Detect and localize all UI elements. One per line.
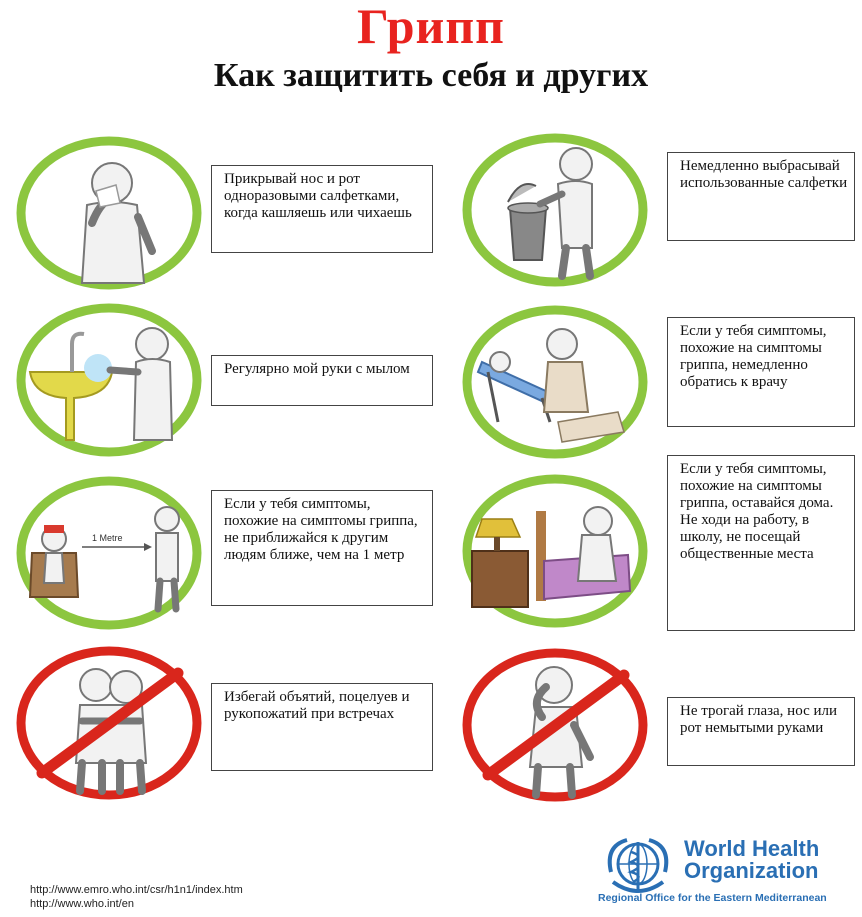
tip-text-stay-home: Если у тебя симптомы, похожие на симптомы гриппа, оставайся дома. Не ходи на работу, в школу, не посещай общественные места — [667, 455, 855, 631]
source-urls — [30, 883, 243, 911]
no-hugging-icon — [12, 643, 207, 803]
tip-text-see-doctor: Если у тебя симптомы, похожие на симптомы гриппа, немедленно обратись к врачу — [667, 317, 855, 427]
source-url-emro[interactable]: http://www.emro.who.int/csr/h1n1/index.htm — [30, 884, 243, 896]
page-title: Грипп — [357, 0, 505, 54]
tip-text-hand-washing: Регулярно мой руки с мылом — [211, 355, 433, 406]
page-subtitle: Как защитить себя и других — [213, 57, 649, 94]
hand-washing-icon — [12, 300, 207, 460]
doctor-visit-icon — [458, 302, 653, 462]
tip-text-dispose-tissues: Немедленно выбрасывай использованные салфетки — [667, 152, 855, 241]
stay-home-bed-icon — [458, 471, 653, 631]
distance-label: 1 Metre — [92, 533, 123, 543]
source-url-who[interactable]: http://www.who.int/en — [30, 898, 134, 910]
no-face-touching-icon — [458, 645, 653, 805]
distance-icon — [12, 473, 207, 633]
trash-bin-icon — [458, 130, 653, 290]
tip-text-cover-sneeze: Прикрывай нос и рот одноразовыми салфетками, когда кашляешь или чихаешь — [211, 165, 433, 253]
cover-sneeze-icon — [12, 133, 207, 293]
who-name: World Health Organization — [684, 836, 820, 883]
tip-text-keep-distance: Если у тебя симптомы, похожие на симптомы гриппа, не приближайся к другим людям ближе, чем на 1 метр — [211, 490, 433, 606]
tip-text-dont-touch-face: Не трогай глаза, нос или рот немытыми руками — [667, 697, 855, 766]
who-regional-office: Regional Office for the Eastern Mediterranean — [598, 892, 827, 904]
tip-text-avoid-hugging: Избегай объятий, поцелуев и рукопожатий при встречах — [211, 683, 433, 771]
